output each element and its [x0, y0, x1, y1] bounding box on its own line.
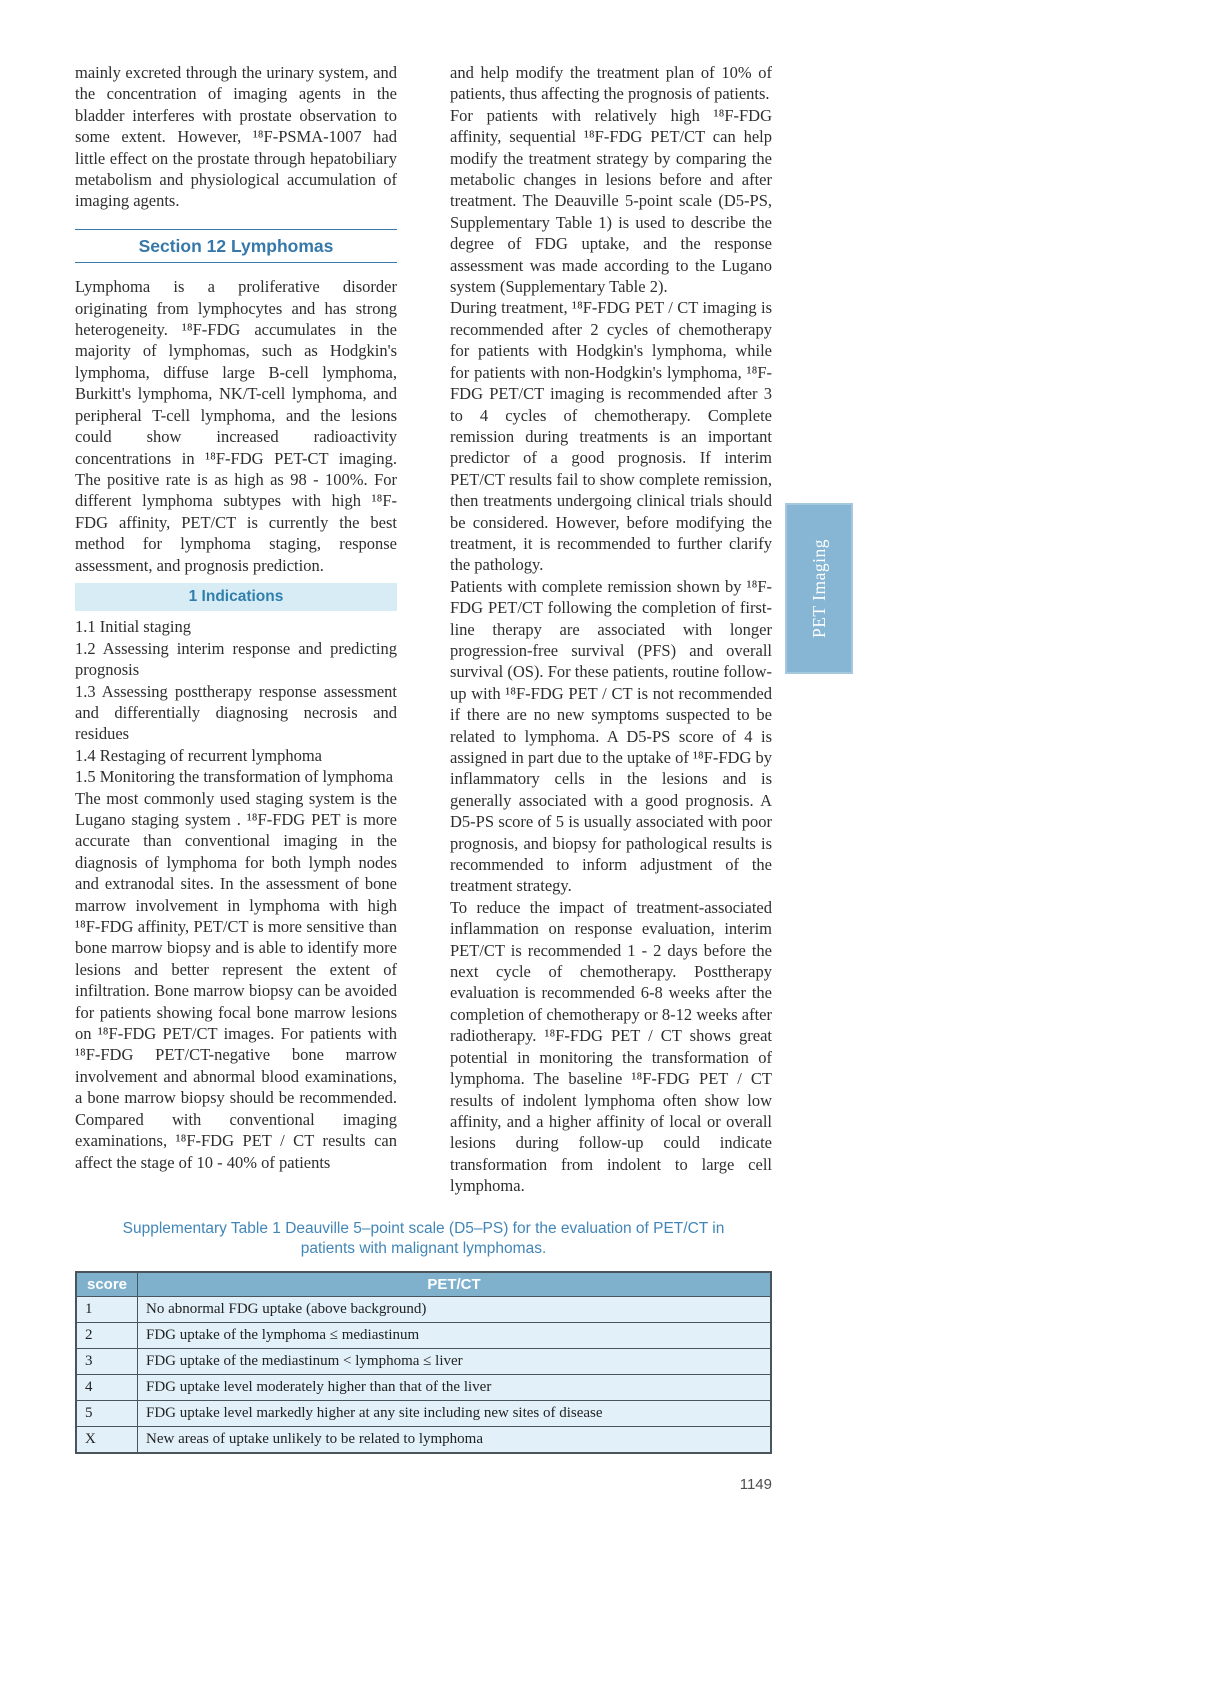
paragraph: For patients with relatively high ¹⁸F-FDG affinity, sequential ¹⁸F-FDG PET/CT can help modify the treatment strategy by comparing the metabolic changes in lesions before and after treatment. The Deauville 5-point scale (D5-PS, Supplementary Table 1) is used to describe the degree of FDG uptake, and the response assessment was made according to the Lugano system (Supplementary Table 2). — [450, 105, 772, 297]
description-cell: FDG uptake of the mediastinum < lymphoma ≤ liver — [138, 1348, 772, 1374]
paragraph-staging: The most commonly used staging system is the Lugano staging system . ¹⁸F-FDG PET is more accurate than conventional imaging in the diagnosis of lymphoma for both lymph nodes and extranodal sites. In the assessment of bone marrow involvement in lymphoma with high ¹⁸F-FDG affinity, PET/CT is more sensitive than bone marrow biopsy and is able to identify more lesions and better represent the extent of infiltration. Bone marrow biopsy can be avoided for patients showing focal bone marrow lesions on ¹⁸F-FDG PET/CT images. For patients with ¹⁸F-FDG PET/CT-negative bone marrow involvement and abnormal blood examinations, a bone marrow biopsy should be recommended. Compared with conventional imaging examinations, ¹⁸F-FDG PET / CT results can affect the stage of 10 - 40% of patients — [75, 788, 397, 1172]
score-cell: 5 — [76, 1400, 138, 1426]
section-heading-block — [75, 229, 397, 263]
paragraph: During treatment, ¹⁸F-FDG PET / CT imaging is recommended after 2 cycles of chemotherapy for patients with Hodgkin's lymphoma, while for patients with non-Hodgkin's lymphoma, ¹⁸F-FDG PET/CT imaging is recommended after 3 to 4 cycles of chemotherapy. Complete remission during treatments is an important predictor of a good prognosis. If interim PET/CT results fail to show complete remission, then treatments undergoing clinical trials should be considered. However, before modifying the treatment, it is recommended to further clarify the pathology. — [450, 298, 772, 575]
indication-item: 1.1 Initial staging — [75, 617, 191, 637]
table-row — [76, 1400, 771, 1426]
table-row — [76, 1426, 771, 1453]
page-content — [75, 62, 772, 1493]
section-heading: Section 12 Lymphomas — [138, 235, 334, 256]
column-header-score: score — [76, 1272, 138, 1297]
page-number: 1149 — [739, 1475, 772, 1493]
score-cell: 2 — [76, 1322, 138, 1348]
right-column — [450, 62, 772, 1197]
indications-list — [75, 616, 397, 787]
table-row — [76, 1296, 771, 1322]
description-cell: FDG uptake level markedly higher at any site including new sites of disease — [138, 1400, 772, 1426]
column-header-petct: PET/CT — [138, 1272, 772, 1297]
table-row — [76, 1322, 771, 1348]
indication-item: 1.5 Monitoring the transformation of lymphoma — [75, 767, 394, 787]
indication-item: 1.4 Restaging of recurrent lymphoma — [75, 745, 322, 765]
table-header-row — [76, 1272, 771, 1297]
deauville-scale-table — [75, 1271, 772, 1454]
pet-imaging-side-tab — [785, 503, 853, 674]
paragraph-continuation: mainly excreted through the urinary system, and the concentration of imaging agents in the bladder interferes with prostate observation to some extent. However, ¹⁸F-PSMA-1007 had little effect on the prostate through hepatobiliary metabolism and physiological accumulation of imaging agents. — [75, 63, 397, 211]
indication-item: 1.2 Assessing interim response and predicting prognosis — [75, 638, 397, 680]
description-cell: No abnormal FDG uptake (above background) — [138, 1296, 772, 1322]
paragraph: Patients with complete remission shown by ¹⁸F-FDG PET/CT following the completion of first-line therapy are associated with longer progression-free survival (PFS) and overall survival (OS). For these patients, routine follow-up with ¹⁸F-FDG PET / CT is not recommended if there are no new symptoms suspected to be related to lymphoma. A D5-PS score of 4 is assigned in part due to the uptake of ¹⁸F-FDG by inflammatory cells in the lesions and is generally associated with a good prognosis. A D5-PS score of 5 is usually associated with poor prognosis, and biopsy for pathological results is recommended to inform adjustment of the treatment strategy. — [450, 576, 772, 896]
two-column-text — [75, 62, 772, 1197]
score-cell: 3 — [76, 1348, 138, 1374]
paragraph: To reduce the impact of treatment-associated inflammation on response evaluation, interim PET/CT is recommended 1 - 2 days before the next cycle of chemotherapy. Posttherapy evaluation is recommended 6-8 weeks after the completion of chemotherapy or 8-12 weeks after radiotherapy. ¹⁸F-FDG PET / CT shows great potential in monitoring the transformation of lymphoma. The baseline ¹⁸F-FDG PET / CT results of indolent lymphoma often show low affinity, and a higher affinity of local or overall lesions during follow-up could indicate transformation from indolent to large cell lymphoma. — [450, 897, 772, 1196]
table-caption: Supplementary Table 1 Deauville 5–point scale (D5–PS) for the evaluation of PET/CT in patients with malignant lymphomas. — [122, 1219, 725, 1257]
description-cell: FDG uptake of the lymphoma ≤ mediastinum — [138, 1322, 772, 1348]
paragraph-lymphoma-intro: Lymphoma is a proliferative disorder originating from lymphocytes and has strong heterogeneity. ¹⁸F-FDG accumulates in the majority of lymphomas, such as Hodgkin's lymphoma, diffuse large B-cell lymphoma, Burkitt's lymphoma, NK/T-cell lymphoma, and peripheral T-cell lymphoma, and the lesions could show increased radioactivity concentrations in ¹⁸F-FDG PET-CT imaging. The positive rate is as high as 98 - 100%. For different lymphoma subtypes with high ¹⁸F-FDG affinity, PET/CT is currently the best method for lymphoma staging, response assessment, and prognosis prediction. — [75, 277, 397, 575]
score-cell: 1 — [76, 1296, 138, 1322]
score-cell: 4 — [76, 1374, 138, 1400]
table-row — [76, 1348, 771, 1374]
heading-rule-top — [75, 229, 397, 230]
table-row — [76, 1374, 771, 1400]
side-tab-label: PET Imaging — [808, 539, 829, 638]
score-cell: X — [76, 1426, 138, 1453]
indication-item: 1.3 Assessing posttherapy response assessment and differentially diagnosing necrosis and residues — [75, 681, 397, 744]
description-cell: FDG uptake level moderately higher than that of the liver — [138, 1374, 772, 1400]
heading-rule-bottom — [75, 262, 397, 263]
paragraph: and help modify the treatment plan of 10% of patients, thus affecting the prognosis of patients. — [450, 63, 772, 104]
indications-heading: 1 Indications — [75, 583, 397, 611]
description-cell: New areas of uptake unlikely to be related to lymphoma — [138, 1426, 772, 1453]
left-column — [75, 62, 397, 1197]
